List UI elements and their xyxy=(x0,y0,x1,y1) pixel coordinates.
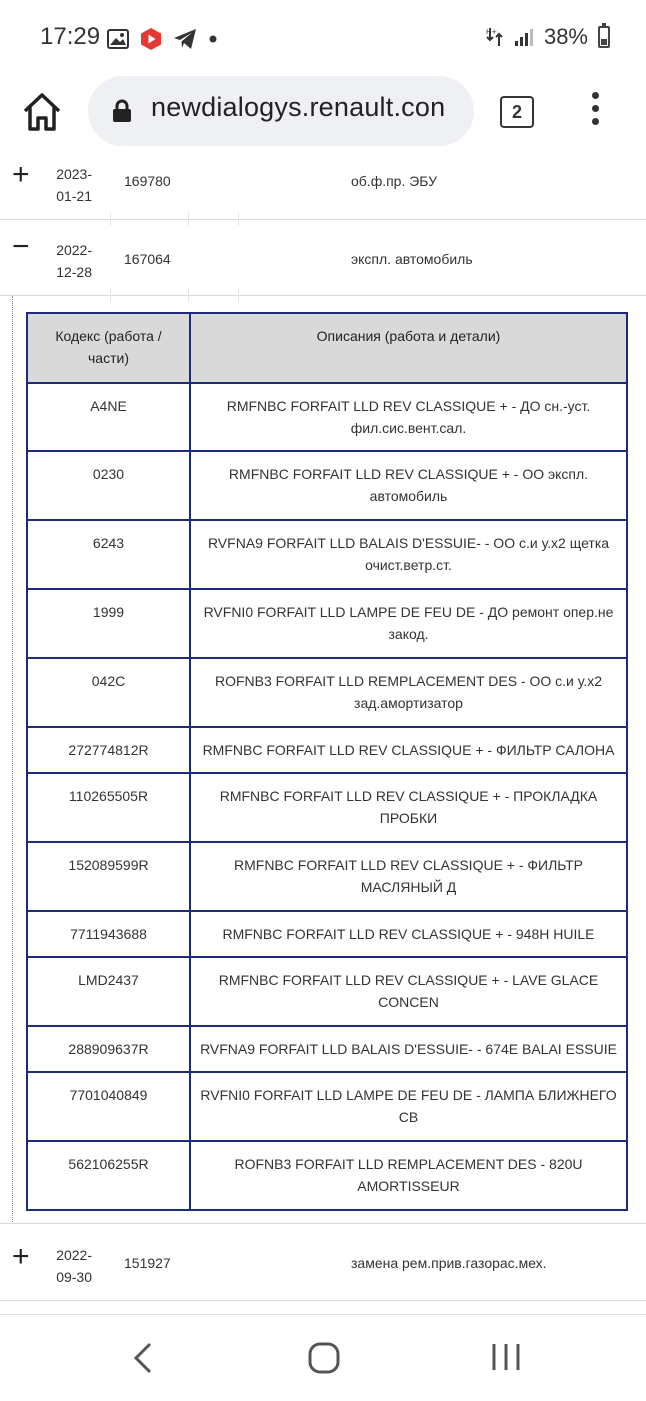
url-bar[interactable] xyxy=(88,76,474,146)
table-row xyxy=(27,911,627,957)
details-table xyxy=(26,312,628,1211)
table-row xyxy=(27,589,627,658)
order-row[interactable] xyxy=(0,220,646,294)
table-row xyxy=(27,383,627,451)
url-text[interactable]: newdialogys.renault.con xyxy=(151,92,446,122)
cell-code: LMD2437 xyxy=(27,957,190,1026)
status-time: 17:29 xyxy=(40,23,101,50)
cell-code: 272774812R xyxy=(27,727,190,773)
header-code: Кодекс (работа / части) xyxy=(27,313,190,383)
table-row xyxy=(27,1072,627,1141)
telegram-icon xyxy=(173,28,197,50)
table-row xyxy=(27,842,627,911)
battery-percent: 38% xyxy=(543,24,588,49)
cell-description: RVFNA9 FORFAIT LLD BALAIS D'ESSUIE- - ОО с.и у.х2 щетка очист.ветр.ст. xyxy=(190,520,627,589)
order-date: 2022- 12-28 xyxy=(56,242,92,280)
battery-icon xyxy=(598,26,610,48)
collapse-icon[interactable]: − xyxy=(12,230,30,263)
cell-description: RVFNA9 FORFAIT LLD BALAIS D'ESSUIE- - 674E BALAI ESSUIE xyxy=(190,1026,627,1072)
status-bar xyxy=(0,0,646,76)
cell-description: RMFNBC FORFAIT LLD REV CLASSIQUE + - ОО экспл. автомобиль xyxy=(190,451,627,520)
cell-code: 152089599R xyxy=(27,842,190,911)
row-divider xyxy=(0,1223,646,1224)
table-row xyxy=(27,520,627,589)
table-row xyxy=(27,773,627,842)
cell-code: 110265505R xyxy=(27,773,190,842)
cell-description: RVFNI0 FORFAIT LLD LAMPE DE FEU DE - ЛАМПА БЛИЖНЕГО СВ xyxy=(190,1072,627,1141)
cell-code: A4NE xyxy=(27,383,190,451)
browser-toolbar xyxy=(0,76,646,148)
cell-code: 288909637R xyxy=(27,1026,190,1072)
cell-code: 042C xyxy=(27,658,190,727)
order-description: об.ф.пр. ЭБУ xyxy=(351,173,438,189)
cell-code: 7711943688 xyxy=(27,911,190,957)
cell-description: RMFNBC FORFAIT LLD REV CLASSIQUE + - LAVE GLACE CONCEN xyxy=(190,957,627,1026)
order-date: 2023- 01-21 xyxy=(56,166,92,204)
expand-icon[interactable]: + xyxy=(12,158,30,191)
order-description: экспл. автомобиль xyxy=(351,251,473,267)
table-row xyxy=(27,727,627,773)
dot-icon xyxy=(207,33,219,45)
system-nav-bar xyxy=(0,1314,646,1401)
order-number: 169780 xyxy=(124,173,171,189)
table-row xyxy=(27,1141,627,1210)
cell-code: 1999 xyxy=(27,589,190,658)
order-number: 151927 xyxy=(124,1255,171,1271)
signal-icon xyxy=(514,27,534,47)
home-icon[interactable] xyxy=(20,90,64,134)
cell-description: ROFNB3 FORFAIT LLD REMPLACEMENT DES - ОО с.и у.х2 зад.амортизатор xyxy=(190,658,627,727)
cell-description: RMFNBC FORFAIT LLD REV CLASSIQUE + - ДО сн.-уст. фил.сис.вент.сал. xyxy=(190,383,627,451)
header-description: Описания (работа и детали) xyxy=(190,313,627,383)
cell-code: 562106255R xyxy=(27,1141,190,1210)
order-date: 2022- 09-30 xyxy=(56,1247,92,1285)
gallery-icon xyxy=(107,29,129,49)
more-menu-icon[interactable] xyxy=(587,92,603,132)
table-row xyxy=(27,957,627,1026)
cell-code: 0230 xyxy=(27,451,190,520)
table-row xyxy=(27,451,627,520)
data-icon xyxy=(486,26,504,48)
expand-icon[interactable]: + xyxy=(12,1240,30,1273)
tab-switcher-button[interactable]: 2 xyxy=(500,96,534,128)
youtube-icon xyxy=(139,27,163,51)
order-row[interactable] xyxy=(0,1226,646,1298)
details-header-row xyxy=(27,313,627,383)
order-description: замена рем.прив.газорас.мех. xyxy=(351,1255,547,1271)
table-row xyxy=(27,1026,627,1072)
recent-apps-icon[interactable] xyxy=(490,1341,522,1373)
row-divider xyxy=(0,1300,646,1301)
cell-description: RMFNBC FORFAIT LLD REV CLASSIQUE + - ПРОКЛАДКА ПРОБКИ xyxy=(190,773,627,842)
table-row xyxy=(27,658,627,727)
back-icon[interactable] xyxy=(132,1341,154,1375)
lock-icon xyxy=(112,99,132,123)
cell-description: RMFNBC FORFAIT LLD REV CLASSIQUE + - 948H HUILE xyxy=(190,911,627,957)
svg-text:H+: H+ xyxy=(485,28,498,36)
cell-description: ROFNB3 FORFAIT LLD REMPLACEMENT DES - 820U AMORTISSEUR xyxy=(190,1141,627,1210)
cell-code: 6243 xyxy=(27,520,190,589)
cell-code: 7701040849 xyxy=(27,1072,190,1141)
home-nav-icon[interactable] xyxy=(307,1341,341,1375)
cell-description: RMFNBC FORFAIT LLD REV CLASSIQUE + - ФИЛЬТР САЛОНА xyxy=(190,727,627,773)
order-number: 167064 xyxy=(124,251,171,267)
order-row[interactable] xyxy=(0,148,646,218)
cell-description: RVFNI0 FORFAIT LLD LAMPE DE FEU DE - ДО ремонт опер.не закод. xyxy=(190,589,627,658)
cell-description: RMFNBC FORFAIT LLD REV CLASSIQUE + - ФИЛЬТР МАСЛЯНЫЙ Д xyxy=(190,842,627,911)
